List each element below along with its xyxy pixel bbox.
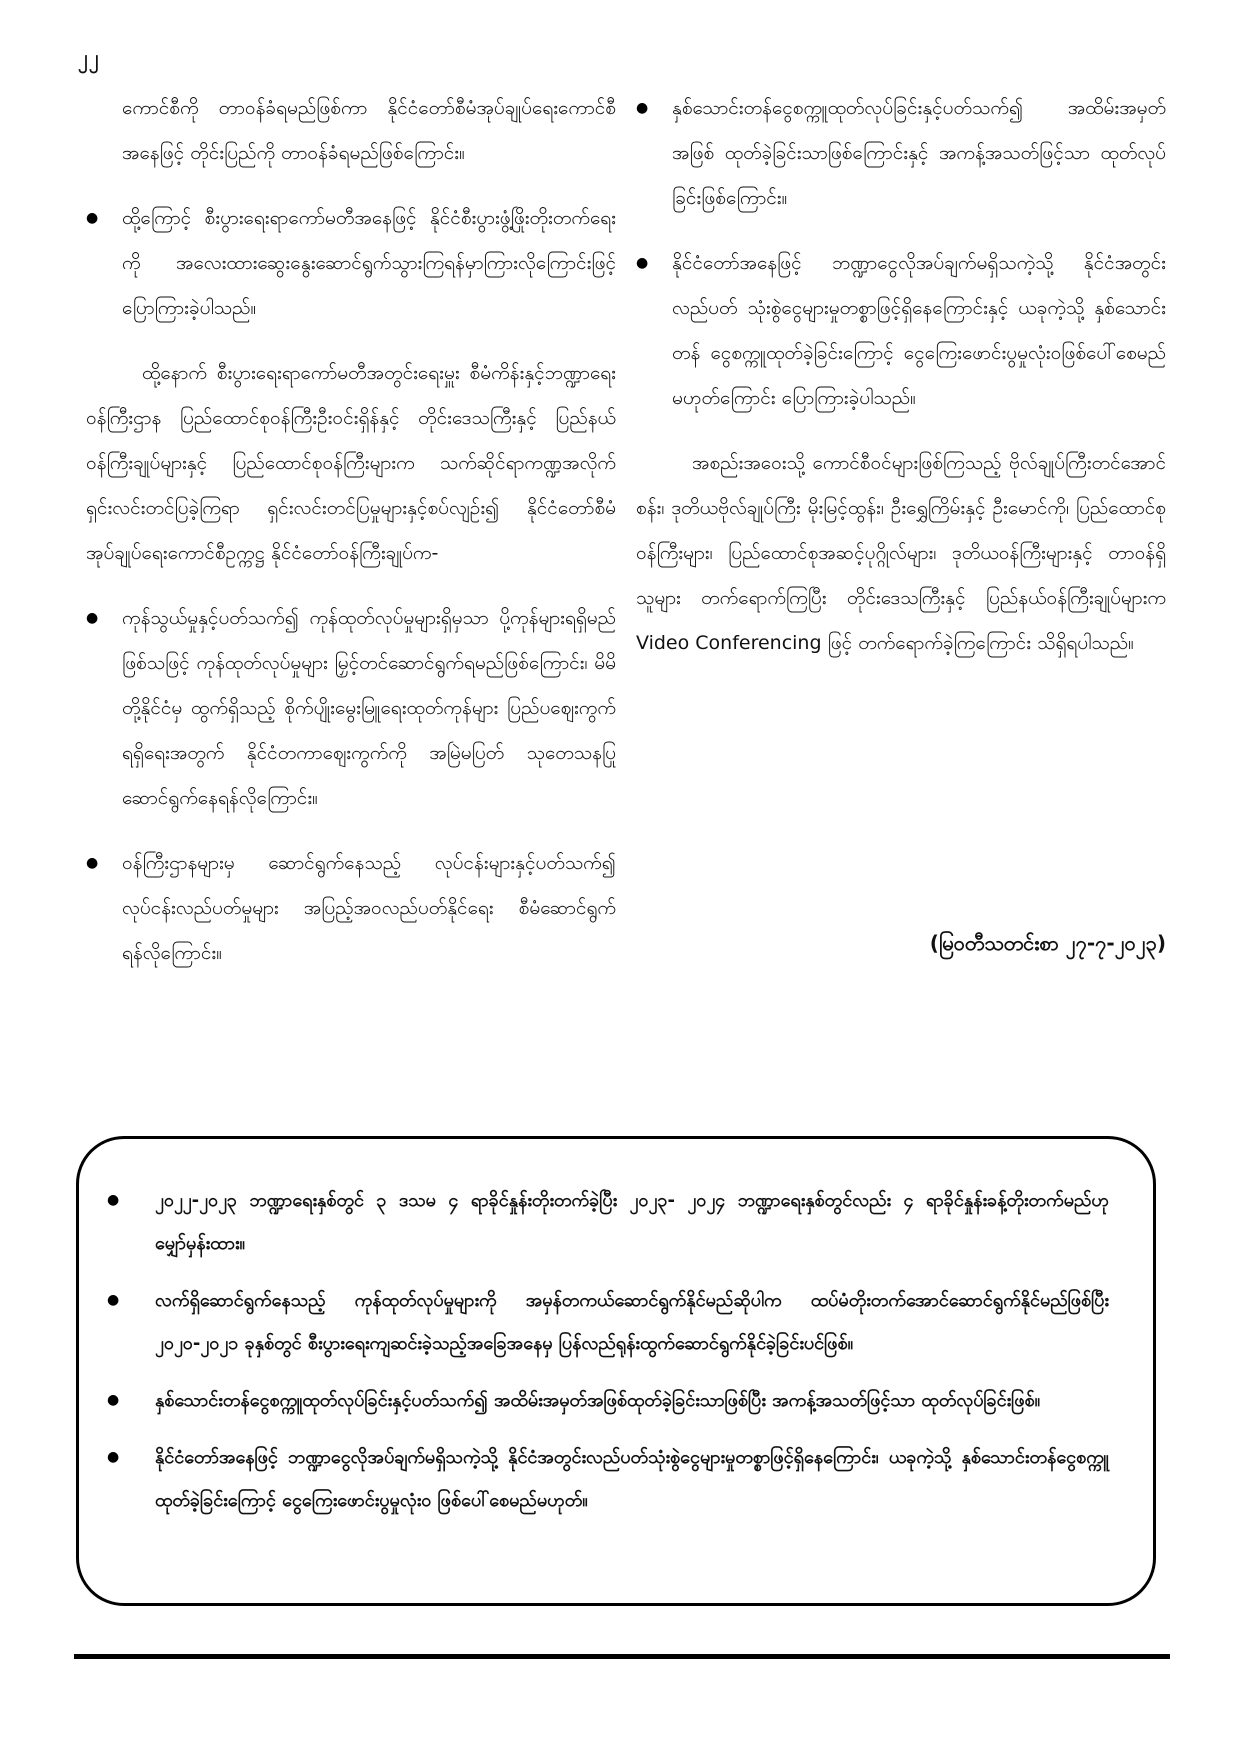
summary-item-text: နိုင်ငံတော်အနေဖြင့် ဘဏ္ဍာငွေလိုအပ်ချက်မရှိသကဲ့သို့ နိုင်ငံအတွင်းလည်ပတ်သုံးစွဲငွေများမှုတစ္စာဖြင့်ရှိနေကြောင်း၊ ယခုကဲ့သို့ နှစ်သောင်းတန်ငွေစက္ကူထုတ်ခဲ့ခြင်းကြောင့် ငွေကြေးဖောင်းပွမှုလုံးဝ ဖြစ်ပေါ်စေမည်မဟုတ်။: [155, 1447, 1109, 1511]
list-item: [636, 86, 1166, 221]
continued-paragraph: ကောင်စီကို တာဝန်ခံရမည်ဖြစ်ကာ နိုင်ငံတော်စီမံအုပ်ချုပ်ရေးကောင်စီအနေဖြင့် တိုင်းပြည်ကို တာဝန်ခံရမည်ဖြစ်ကြောင်း။: [122, 97, 616, 164]
list-item-text: နှစ်သောင်းတန်ငွေစက္ကူထုတ်လုပ်ခြင်းနှင့်ပတ်သက်၍ အထိမ်းအမှတ်အဖြစ် ထုတ်ခဲ့ခြင်းသာဖြစ်ကြောင်းနှင့် အကန့်အသတ်ဖြင့်သာ ထုတ်လုပ်ခြင်းဖြစ်ကြောင်း။: [672, 97, 1166, 209]
bullet-icon: ●: [107, 1192, 120, 1208]
bullet-icon: ●: [86, 855, 99, 871]
source-citation: (မြဝတီသတင်းစာ ၂၇-၇-၂၀၂၃): [929, 931, 1166, 955]
bullet-icon: ●: [107, 1449, 120, 1465]
right-column: [636, 86, 1166, 686]
summary-box: [76, 1136, 1156, 1606]
list-item: [636, 241, 1166, 421]
list-item-text: နိုင်ငံတော်အနေဖြင့် ဘဏ္ဍာငွေလိုအပ်ချက်မရှိသကဲ့သို့ နိုင်ငံအတွင်းလည်ပတ် သုံးစွဲငွေများမှုတစ္စာဖြင့်ရှိနေကြောင်းနှင့် ယခုကဲ့သို့ နှစ်သောင်းတန် ငွေစက္ကူထုတ်ခဲ့ခြင်းကြောင့် ငွေကြေးဖောင်းပွမှုလုံးဝဖြစ်ပေါ်စေမည်မဟုတ်ကြောင်း ပြောကြားခဲ့ပါသည်။: [672, 252, 1166, 409]
list-item: [86, 196, 616, 331]
body-paragraph: ထို့နောက် စီးပွားရေးရာကော်မတီအတွင်းရေးမှူး စီမံကိန်းနှင့်ဘဏ္ဍာရေးဝန်ကြီးဌာန ပြည်ထောင်စုဝန်ကြီးဦးဝင်းရှိန်နှင့် တိုင်းဒေသကြီးနှင့် ပြည်နယ်ဝန်ကြီးချုပ်များနှင့် ပြည်ထောင်စုဝန်ကြီးများက သက်ဆိုင်ရာကဏ္ဍအလိုက် ရှင်းလင်းတင်ပြခဲ့ကြရာ ရှင်းလင်းတင်ပြမှုများနှင့်စပ်လျဉ်း၍ နိုင်ငံတော်စီမံအုပ်ချုပ်ရေးကောင်စီဥက္ကဋ္ဌ နိုင်ငံတော်ဝန်ကြီးချုပ်က-: [86, 362, 616, 564]
page-number: ၂၂: [78, 45, 100, 69]
list-item-text: ကုန်သွယ်မှုနှင့်ပတ်သက်၍ ကုန်ထုတ်လုပ်မှုများရှိမှသာ ပို့ကုန်များရရှိမည် ဖြစ်သဖြင့် ကုန်ထုတ်လုပ်မှုများ မြှင့်တင်ဆောင်ရွက်ရမည်ဖြစ်ကြောင်း၊ မိမိတို့နိုင်ငံမှ ထွက်ရှိသည့် စိုက်ပျိုးမွေးမြူရေးထုတ်ကုန်များ ပြည်ပဈေးကွက်ရရှိရေးအတွက် နိုင်ငံတကာဈေးကွက်ကို အမြဲမပြတ် သုတေသနပြုဆောင်ရွက်နေရန်လိုကြောင်း။: [122, 607, 616, 809]
list-item: [86, 596, 616, 821]
left-column: [86, 86, 616, 996]
bullet-icon: ●: [107, 1392, 120, 1408]
list-item: [86, 841, 616, 976]
summary-item-text: လက်ရှိဆောင်ရွက်နေသည့် ကုန်ထုတ်လုပ်မှုများကို အမှန်တကယ်ဆောင်ရွက်နိုင်မည်ဆိုပါက ထပ်မံတိုးတက်အောင်ဆောင်ရွက်နိုင်မည်ဖြစ်ပြီး ၂၀၂၀-၂၀၂၁ ခုနှစ်တွင် စီးပွားရေးကျဆင်းခဲ့သည့်အခြေအနေမှ ပြန်လည်ရုန်းထွက်ဆောင်ရွက်နိုင်ခဲ့ခြင်းပင်ဖြစ်။: [155, 1290, 1109, 1354]
list-item-text: ထို့ကြောင့် စီးပွားရေးရာကော်မတီအနေဖြင့် နိုင်ငံစီးပွားဖွံ့ဖြိုးတိုးတက်ရေးကို အလေးထားဆွေးနွေးဆောင်ရွက်သွားကြရန်မှာကြားလိုကြောင်းဖြင့် ပြောကြားခဲ့ပါသည်။: [122, 207, 616, 319]
summary-item: [107, 1179, 1109, 1265]
bottom-divider: [74, 1654, 1170, 1659]
summary-item: [107, 1436, 1109, 1522]
bullet-icon: ●: [86, 210, 99, 226]
bullet-icon: ●: [107, 1292, 120, 1308]
summary-item: [107, 1379, 1109, 1422]
bullet-icon: ●: [86, 610, 99, 626]
bullet-icon: ●: [636, 255, 649, 271]
summary-item: [107, 1279, 1109, 1365]
list-item-text: ဝန်ကြီးဌာနများမှ ဆောင်ရွက်နေသည့် လုပ်ငန်းများနှင့်ပတ်သက်၍ လုပ်ငန်းလည်ပတ်မှုများ အပြည့်အဝလည်ပတ်နိုင်ရေး စီမံဆောင်ရွက်ရန်လိုကြောင်း။: [122, 852, 616, 964]
summary-item-text: နှစ်သောင်းတန်ငွေစက္ကူထုတ်လုပ်ခြင်းနှင့်ပတ်သက်၍ အထိမ်းအမှတ်အဖြစ်ထုတ်ခဲ့ခြင်းသာဖြစ်ပြီး အကန့်အသတ်ဖြင့်သာ ထုတ်လုပ်ခြင်းဖြစ်။: [155, 1390, 1041, 1411]
body-paragraph: အစည်းအဝေးသို့ ကောင်စီဝင်များဖြစ်ကြသည့် ဗိုလ်ချုပ်ကြီးတင်အောင်စန်း၊ ဒုတိယဗိုလ်ချုပ်ကြီး မိုးမြင့်ထွန်း၊ ဦးရွှေကြိမ်းနှင့် ဦးမောင်ကို၊ ပြည်ထောင်စုဝန်ကြီးများ၊ ပြည်ထောင်စုအဆင့်ပုဂ္ဂိုလ်များ၊ ဒုတိယဝန်ကြီးများနှင့် တာဝန်ရှိသူများ တက်ရောက်ကြပြီး တိုင်းဒေသကြီးနှင့် ပြည်နယ်ဝန်ကြီးချုပ်များက Video Conferencing ဖြင့် တက်ရောက်ခဲ့ကြကြောင်း သိရှိရပါသည်။: [636, 452, 1166, 654]
summary-item-text: ၂၀၂၂-၂၀၂၃ ဘဏ္ဍာရေးနှစ်တွင် ၃ ဒသမ ၄ ရာခိုင်နှုန်းတိုးတက်ခဲ့ပြီး ၂၀၂၃- ၂၀၂၄ ဘဏ္ဍာရေးနှစ်တွင်လည်း ၄ ရာခိုင်နှုန်းခန့်တိုးတက်မည်ဟု မျှော်မှန်းထား။: [155, 1190, 1109, 1254]
bullet-icon: ●: [636, 100, 649, 116]
